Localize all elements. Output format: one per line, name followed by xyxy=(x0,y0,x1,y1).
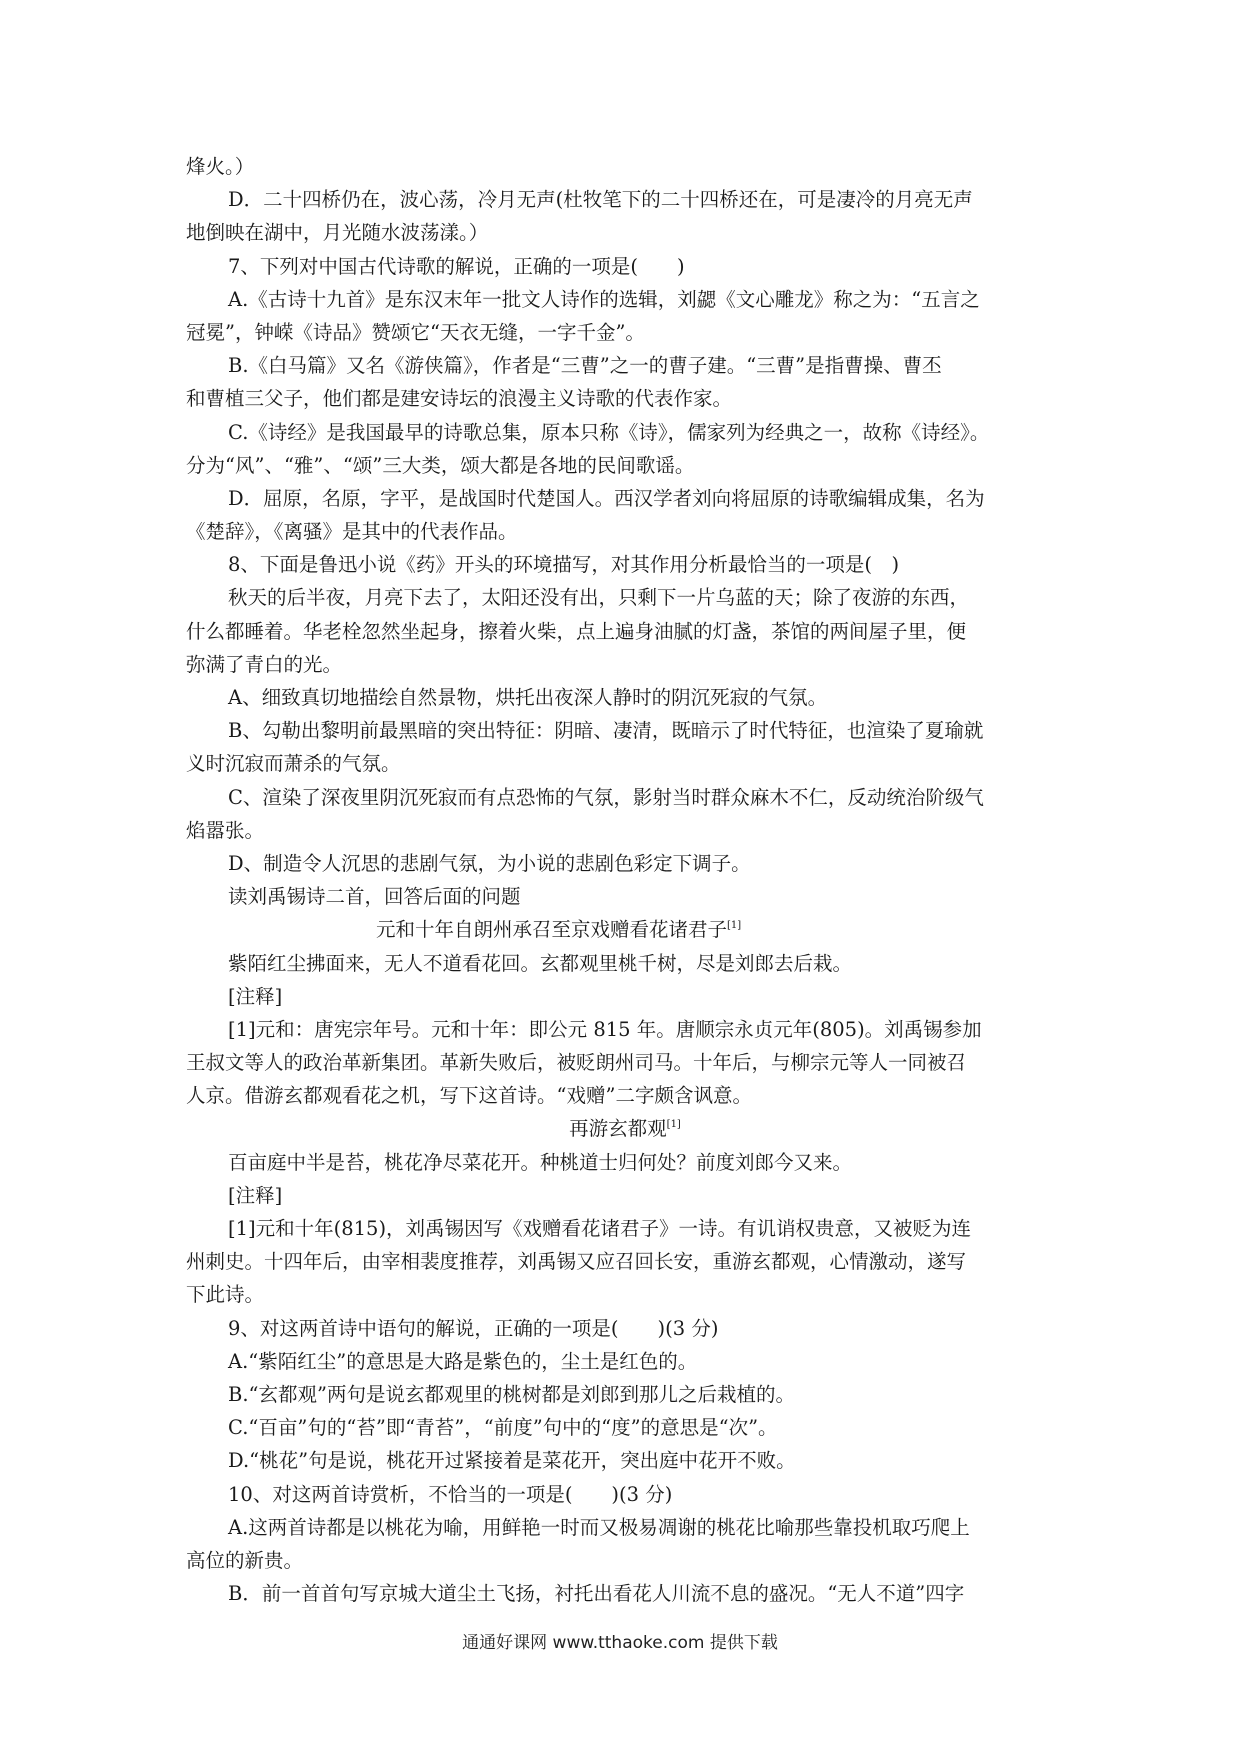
note-heading: [注释] xyxy=(228,1183,283,1207)
text-line: 高位的新贵。 xyxy=(186,1548,304,1572)
page-footer: 通通好课网 www.tthaoke.com 提供下载 xyxy=(462,1633,778,1653)
option-b: B.“玄都观”两句是说玄都观里的桃树都是刘郎到那儿之后栽植的。 xyxy=(228,1382,795,1406)
option-a: A.这两首诗都是以桃花为喻，用鲜艳一时而又极易凋谢的桃花比喻那些靠投机取巧爬上 xyxy=(228,1515,970,1539)
text-line: 义时沉寂而萧杀的气氛。 xyxy=(186,752,401,776)
text-line: D．二十四桥仍在，波心荡，冷月无声(杜牧笔下的二十四桥还在，可是凄冷的月亮无声 xyxy=(228,188,973,212)
text-line: 分为“风”、“雅”、“颂”三大类，颂大都是各地的民间歌谣。 xyxy=(186,453,695,477)
question-10: 10、对这两首诗赏析，不恰当的一项是( )(3 分) xyxy=(228,1482,673,1506)
note-line: 王叔文等人的政治革新集团。革新失败后，被贬朗州司马。十年后，与柳宗元等人一同被召 xyxy=(186,1051,967,1075)
option-b: B.《白马篇》又名《游侠篇》，作者是“三曹”之一的曹子建。“三曹”是指曹操、曹丕 xyxy=(228,354,942,378)
reading-instruction: 读刘禹锡诗二首，回答后面的问题 xyxy=(228,885,521,909)
document-body xyxy=(186,150,1064,1610)
poem-line: 紫陌红尘拂面来，无人不道看花回。玄都观里桃千树，尽是刘郎去后栽。 xyxy=(228,951,853,975)
option-a: A、细致真切地描绘自然景物，烘托出夜深人静时的阴沉死寂的气氛。 xyxy=(228,686,828,709)
question-8: 8、下面是鲁迅小说《药》开头的环境描写，对其作用分析最恰当的一项是( ) xyxy=(228,553,900,577)
poem-title-2 xyxy=(186,1112,1064,1145)
note-line: 人京。借游玄都观看花之机，写下这首诗。“戏赠”二字颇含讽意。 xyxy=(186,1084,752,1108)
option-b: B、勾勒出黎明前最黑暗的突出特征：阴暗、凄清，既暗示了时代特征，也渲染了夏瑜就 xyxy=(228,719,984,743)
option-a: A.《古诗十九首》是东汉末年一批文人诗作的选辑，刘勰《文心雕龙》称之为：“五言之 xyxy=(228,287,980,311)
passage-line: 秋天的后半夜，月亮下去了，太阳还没有出，只剩下一片乌蓝的天；除了夜游的东西， xyxy=(228,586,970,610)
option-c: C.《诗经》是我国最早的诗歌总集，原本只称《诗》，儒家列为经典之一，故称《诗经》。 xyxy=(228,420,990,444)
question-9: 9、对这两首诗中语句的解说，正确的一项是( )(3 分) xyxy=(228,1316,719,1340)
option-b: B．前一首首句写京城大道尘土飞扬，衬托出看花人川流不息的盛况。“无人不道”四字 xyxy=(228,1582,965,1606)
footnote-mark: [1] xyxy=(666,1119,681,1131)
option-d: D、制造令人沉思的悲剧气氛，为小说的悲剧色彩定下调子。 xyxy=(228,851,751,875)
option-d: D.“桃花”句是说，桃花开过紧接着是菜花开，突出庭中花开不败。 xyxy=(228,1449,796,1473)
note-line: [1]元和十年(815)，刘禹锡因写《戏赠看花诸君子》一诗。有讥诮权贵意，又被贬为连 xyxy=(228,1217,972,1240)
text-line: 地倒映在湖中，月光随水波荡漾。） xyxy=(186,221,489,245)
option-c: C、渲染了深夜里阴沉死寂而有点恐怖的气氛，影射当时群众麻木不仁，反动统治阶级气 xyxy=(228,785,984,809)
text-line: 焰嚣张。 xyxy=(186,818,265,842)
text-line: 烽火。） xyxy=(186,155,255,178)
note-heading: [注释] xyxy=(228,984,283,1008)
note-line: 州刺史。十四年后，由宰相裴度推荐，刘禹锡又应召回长安，重游玄都观，心情激动，遂写 xyxy=(186,1250,967,1274)
poem-title-1 xyxy=(186,913,1064,946)
passage-line: 弥满了青白的光。 xyxy=(186,652,343,676)
option-c: C.“百亩”句的“苔”即“青苔”，“前度”句中的“度”的意思是“次”。 xyxy=(228,1416,778,1440)
text-line: 冠冕”，钟嵘《诗品》赞颂它“天衣无缝，一字千金”。 xyxy=(186,320,645,344)
passage-line: 什么都睡着。华老栓忽然坐起身，擦着火柴，点上遍身油腻的灯盏，茶馆的两间屋子里，便 xyxy=(186,619,967,643)
footnote-mark: [1] xyxy=(727,920,742,932)
poem-title-text: 再游玄都观 xyxy=(569,1117,667,1141)
option-a: A.“紫陌红尘”的意思是大路是紫色的，尘土是红色的。 xyxy=(228,1349,698,1373)
text-line: 《楚辞》，《离骚》是其中的代表作品。 xyxy=(186,520,518,544)
poem-title-text: 元和十年自朗州承召至京戏赠看花诸君子 xyxy=(376,918,728,942)
note-line: [1]元和：唐宪宗年号。元和十年：即公元 815 年。唐顺宗永贞元年(805)。刘禹锡参加 xyxy=(228,1017,982,1041)
note-line: 下此诗。 xyxy=(186,1283,265,1307)
option-d: D．屈原，名原，字平，是战国时代楚国人。西汉学者刘向将屈原的诗歌编辑成集，名为 xyxy=(228,486,985,510)
text-line: 和曹植三父子，他们都是建安诗坛的浪漫主义诗歌的代表作家。 xyxy=(186,387,733,411)
poem-line: 百亩庭中半是苔，桃花净尽菜花开。种桃道士归何处？前度刘郎今又来。 xyxy=(228,1150,853,1174)
question-7: 7、下列对中国古代诗歌的解说，正确的一项是( ) xyxy=(228,254,685,278)
